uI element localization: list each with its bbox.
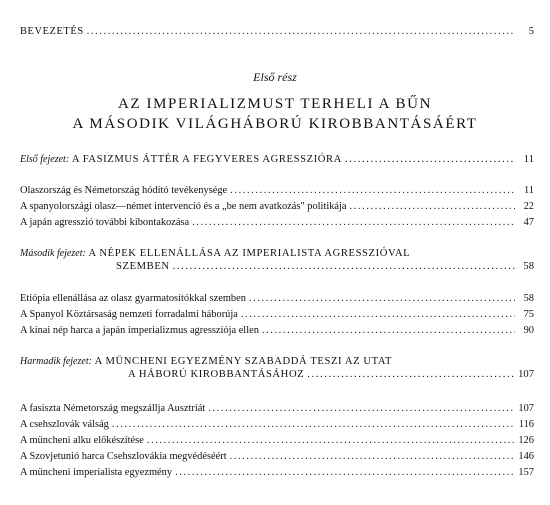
chapter-title: A NÉPEK ELLENÁLLÁSA AZ IMPERIALISTA AGRESSZIÓVAL [88, 248, 411, 259]
part-label: Első rész [253, 70, 297, 84]
dot-leader [241, 309, 515, 321]
page-number: 146 [518, 451, 534, 462]
dot-leader [307, 368, 515, 381]
toc-entry[interactable] [20, 451, 534, 463]
toc-entry-label: A spanyolországi olasz—német intervenció és a „be nem avatkozás" politikája [20, 201, 347, 212]
page-number: 22 [523, 201, 534, 212]
page-number: 11 [523, 154, 534, 165]
toc-entry[interactable] [20, 217, 534, 229]
toc-entry[interactable] [20, 293, 534, 305]
page-number: 107 [518, 369, 534, 380]
chapter-title: A MÜNCHENI EGYEZMÉNY SZABADDÁ TESZI AZ UTAT [94, 356, 393, 367]
dot-leader [262, 325, 515, 337]
toc-entry-intro[interactable] [20, 26, 534, 38]
dot-leader [208, 403, 515, 415]
dot-leader [147, 435, 515, 447]
toc-entry-label: A japán agresszió további kibontakozása [20, 217, 190, 228]
chapter-prefix: Második fejezet: [20, 248, 86, 259]
dot-leader [230, 451, 515, 463]
dot-leader [192, 217, 515, 229]
chapter-prefix: Első fejezet: [20, 154, 70, 165]
page-number: 58 [523, 261, 534, 272]
toc-entry[interactable] [20, 201, 534, 213]
chapter-3-heading[interactable] [20, 355, 534, 381]
page-number: 90 [523, 325, 534, 336]
page-number: 11 [523, 185, 534, 196]
page-number: 58 [523, 293, 534, 304]
chapter-title-continuation: SZEMBEN [116, 261, 170, 272]
toc-entry[interactable] [20, 185, 534, 197]
page-number: 75 [523, 309, 534, 320]
page-number: 116 [518, 419, 534, 430]
toc-entry[interactable] [20, 419, 534, 431]
part-title-line-1: AZ IMPERIALIZMUST TERHELI A BŰN [117, 96, 433, 112]
toc-entry[interactable] [20, 309, 534, 321]
toc-entry-label: A Spanyol Köztársaság nemzeti forradalmi háborúja [20, 309, 238, 320]
toc-entry[interactable] [20, 435, 534, 447]
part-title-line-2: A MÁSODIK VILÁGHÁBORÚ KIROBBANTÁSÁÉRT [72, 116, 478, 132]
chapter-2-heading[interactable] [20, 247, 534, 273]
chapter-title: A FASIZMUS ÁTTÉR A FEGYVERES AGRESSZIÓRA [71, 154, 342, 165]
page-number: 126 [518, 435, 534, 446]
page-number: 107 [518, 403, 534, 414]
page-number: 5 [528, 26, 534, 37]
toc-entry-label: A kínai nép harca a japán imperializmus agressziója ellen [20, 325, 259, 336]
dot-leader [112, 419, 515, 431]
dot-leader [87, 26, 515, 38]
chapter-prefix: Harmadik fejezet: [20, 356, 92, 367]
toc-entry-label: A müncheni imperialista egyezmény [20, 467, 173, 478]
toc-entry[interactable] [20, 467, 534, 479]
toc-entry[interactable] [20, 403, 534, 415]
dot-leader [345, 153, 515, 166]
toc-entry-label: A csehszlovák válság [20, 419, 109, 430]
toc-entry-label: A Szovjetunió harca Csehszlovákia megvédéséért [20, 451, 227, 462]
toc-entry-label: A müncheni alku előkészítése [20, 435, 144, 446]
dot-leader [173, 260, 515, 273]
chapter-1-heading[interactable] [20, 153, 534, 166]
dot-leader [350, 201, 515, 213]
dot-leader [175, 467, 515, 479]
toc-entry[interactable] [20, 325, 534, 337]
chapter-title-continuation: A HÁBORÚ KIROBBANTÁSÁHOZ [128, 369, 305, 380]
toc-entry-label: Etiópia ellenállása az olasz gyarmatosítókkal szemben [20, 293, 246, 304]
page-number: 47 [523, 217, 534, 228]
dot-leader [249, 293, 515, 305]
dot-leader [230, 185, 515, 197]
toc-entry-label: BEVEZETÉS [20, 26, 84, 37]
toc-entry-label: Olaszország és Németország hódító tevékenysége [20, 185, 228, 196]
toc-entry-label: A fasiszta Németország megszállja Ausztriát [20, 403, 206, 414]
page-number: 157 [518, 467, 534, 478]
